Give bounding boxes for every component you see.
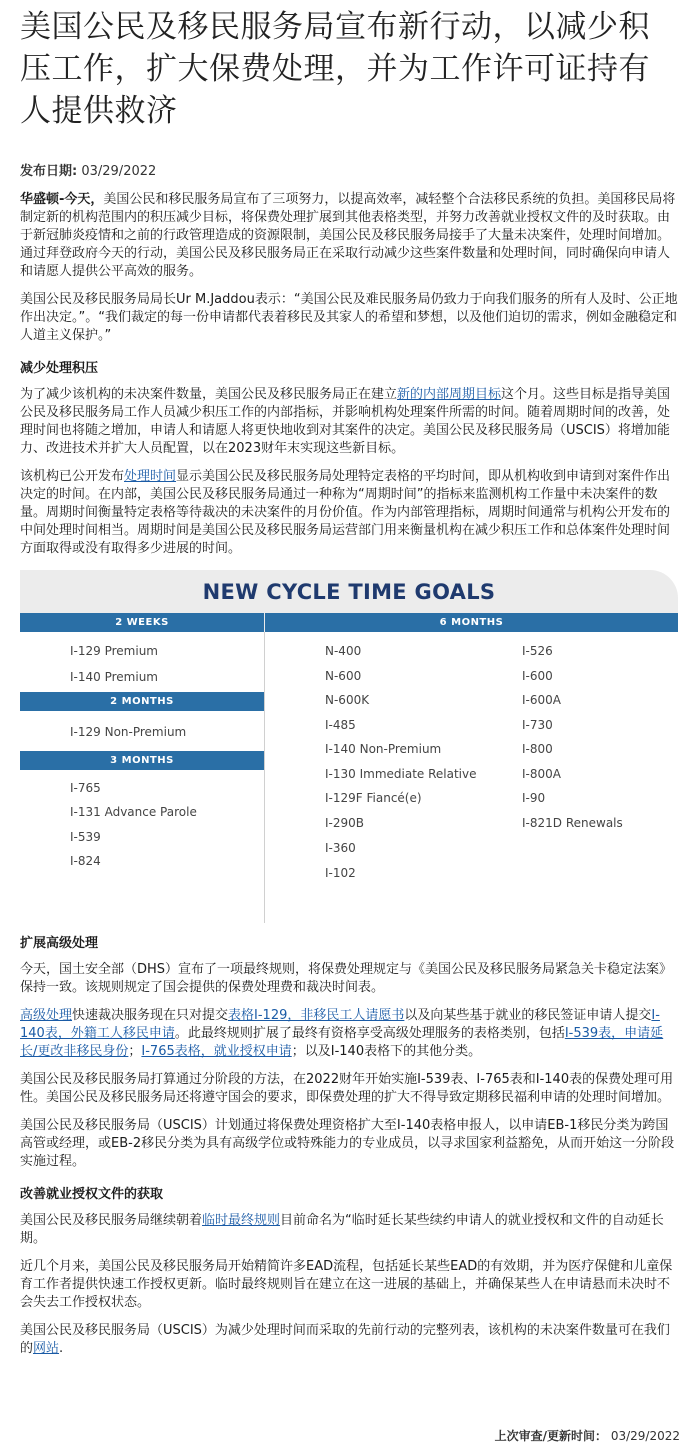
goal-item: I-360 — [325, 841, 356, 855]
text: 美国公民及移民服务局继续朝着 — [20, 1213, 203, 1228]
publish-date-value: 03/29/2022 — [81, 164, 157, 179]
band-3-months: 3 MONTHS — [20, 751, 264, 770]
goal-item: N-600 — [325, 669, 362, 683]
goal-item: I-102 — [325, 866, 356, 880]
band-2-weeks: 2 WEEKS — [20, 613, 264, 632]
heading-reduce-backlog: 减少处理积压 — [20, 361, 99, 376]
goal-item: I-485 — [325, 718, 356, 732]
goal-item: I-600A — [522, 693, 561, 707]
last-reviewed-value: 03/29/2022 — [610, 1429, 680, 1443]
band-2-months: 2 MONTHS — [20, 692, 264, 711]
goal-item: I-526 — [522, 644, 553, 658]
goal-item: N-600K — [325, 693, 370, 707]
goals-title: NEW CYCLE TIME GOALS — [202, 580, 496, 604]
text: 目前命名为“临时延长某些续约申请人的就业授权和文件的自动延长期。 — [20, 1213, 664, 1246]
goal-item: I-90 — [522, 791, 546, 805]
goal-item: N-400 — [325, 644, 362, 658]
link-form-i129[interactable]: 表格I-129，非移民工人请愿书 — [228, 1008, 405, 1023]
paragraph-interim-rule — [20, 1212, 680, 1248]
page-title: 美国公民及移民服务局宣布新行动，以减少积压工作，扩大保费处理，并为工作许可证持有人提供救济 — [20, 9, 650, 129]
text: 该机构已公开发布 — [20, 469, 125, 484]
text: 这个月。这些目标是指导美国公民及移民服务局工作人员减少积压工作的内部指标，并影响机构处理案件所需的时间。随着周期时间的改善，处理时间也将随之增加，申请人和请愿人将更快地收到对其案件的决定。美国公民及移民服务局（USCIS）将增加能力、改进技术并扩大人员配置，以在2023财年末实现这些新目标。 — [20, 387, 671, 456]
paragraph-cycle-goals — [20, 386, 680, 458]
text: ； — [128, 1044, 142, 1059]
goal-item: I-130 Immediate Relative — [325, 767, 477, 781]
text: ；以及I-140表格下的其他分类。 — [291, 1044, 482, 1059]
paragraph-quote: 美国公民及移民服务局局长Ur M.Jaddou表示：“美国公民及难民服务局仍致力于向我们服务的所有人及时、公正地作出决定。”。“我们裁定的每一份申请都代表着移民及其家人的希望和梦想，以及他们迫切的需求，例如金融稳定和人道主义保护。” — [20, 292, 678, 343]
paragraph-final-rule: 今天，国土安全部（DHS）宣布了一项最终规则，将保费处理规定与《美国公民及移民服务局紧急关卡稳定法案》保持一致。该规则规定了国会提供的保费处理费和裁决时间表。 — [20, 962, 673, 995]
text: 为了减少该机构的未决案件数量，美国公民及移民服务局正在建立 — [20, 387, 398, 402]
text: 快速裁决服务现在只对提交 — [72, 1008, 229, 1023]
intro-text: 美国公民和移民服务局宣布了三项努力，以提高效率，减轻整个合法移民系统的负担。美国移民局将制定新的机构范围内的积压减少目标，将保费处理扩展到其他表格类型，并努力改善就业授权文件的及时获取。由于新冠肺炎疫情和之前的行政管理造成的资源限制，美国公民及移民服务局接手了大量未决案件，处理时间增加。通过拜登政府今天的行动，美国公民及移民服务局正在采取行动减少这些案件数量和处理时间，同时确保向申请人和请愿人提供公平高效的服务。 — [20, 192, 676, 279]
cycle-time-goals-graphic — [20, 570, 678, 923]
text: 。此最终规则扩展了最终有资格享受高级处理服务的表格类别，包括 — [174, 1026, 565, 1041]
goal-item: I-290B — [325, 816, 365, 830]
goal-item: I-821D Renewals — [522, 816, 623, 830]
link-form-i140[interactable]: I-140表，外籍工人移民申请 — [20, 1008, 660, 1041]
text: 美国公民及移民服务局（USCIS）为减少处理时间而采取的先前行动的完整列表，该机构的未决案件数量可在我们的 — [20, 1323, 670, 1356]
band-6-months: 6 MONTHS — [265, 613, 678, 632]
goal-item: I-800A — [522, 767, 561, 781]
goal-item: I-140 Non-Premium — [325, 742, 442, 756]
paragraph-processing-times — [20, 468, 680, 558]
goal-item: I-129 Non-Premium — [70, 725, 187, 739]
goal-item: I-140 Premium — [70, 670, 158, 684]
paragraph-ead-streamlining: 近几个月来，美国公民及移民服务局开始精简许多EAD流程，包括延长某些EAD的有效期，并为医疗保健和儿童保育工作者提供快速工作授权更新。临时最终规则旨在建立在这一进展的基础上，并确保某些人在申请悬而未决时不会失去工作授权状态。 — [20, 1259, 673, 1310]
goal-item: I-600 — [522, 669, 553, 683]
goal-item: I-765 — [70, 781, 101, 795]
heading-expand-premium: 扩展高级处理 — [20, 936, 99, 951]
link-internal-cycle-goals[interactable]: 新的内部周期目标 — [397, 387, 502, 402]
paragraph-premium-forms — [20, 1007, 680, 1061]
goal-item: I-800 — [522, 742, 553, 756]
goal-item: I-824 — [70, 854, 101, 868]
paragraph-website — [20, 1322, 680, 1358]
article-continued — [20, 932, 680, 1358]
goal-item: I-539 — [70, 830, 101, 844]
link-form-i765[interactable]: I-765表格，就业授权申请 — [141, 1044, 292, 1059]
paragraph-eb-classification: 美国公民及移民服务局（USCIS）计划通过将保费处理资格扩大至I-140表格申报人，以申请EB-1移民分类为跨国高管或经理，或EB-2移民分类为具有高级学位或特殊能力的专业成员，以寻求国家利益豁免，从而开始这一分阶段实施过程。 — [20, 1118, 675, 1169]
paragraph-intro — [20, 191, 680, 281]
publish-date-label: 发布日期: — [20, 164, 78, 179]
link-form-i539[interactable]: I-539表，申请延长/更改非移民身份 — [20, 1026, 664, 1059]
paragraph-phased-approach: 美国公民及移民服务局打算通过分阶段的方法，在2022财年开始实施I-539表、I-765表和I-140表的保费处理可用性。美国公民及移民服务局还将遵守国会的要求，即保费处理的扩大不得导致定期移民福利申请的处理时间增加。 — [20, 1072, 674, 1105]
text: 显示美国公民及移民服务局处理特定表格的平均时间，即从机构收到申请到对案件作出决定的时间。在内部，美国公民及移民服务局通过一种称为“周期时间”的指标来监测机构工作量中未决案件的数量。周期时间衡量特定表格等待裁决的未决案件的月份价值。作为内部管理指标，周期时间通常与机构公开发布的中间处理时间相当。周期时间是美国公民及移民服务局运营部门用来衡量机构在减少积压工作和总体案件处理时间方面取得或没有取得多少进展的时间。 — [20, 469, 671, 556]
text: 以及向某些基于就业的移民签证申请人提交 — [404, 1008, 652, 1023]
link-premium-processing[interactable]: 高级处理 — [20, 1008, 73, 1023]
publish-date — [20, 160, 680, 179]
goal-item: I-129F Fiancé(e) — [325, 791, 422, 805]
link-processing-times[interactable]: 处理时间 — [124, 469, 177, 484]
intro-dateline: 华盛顿-今天， — [20, 192, 104, 207]
last-reviewed-label: 上次审查/更新时间： — [494, 1429, 607, 1443]
link-interim-final-rule[interactable]: 临时最终规则 — [202, 1213, 281, 1228]
last-reviewed — [495, 1427, 680, 1444]
goal-item: I-129 Premium — [70, 644, 158, 658]
goals-divider — [264, 632, 265, 923]
heading-improve-ead: 改善就业授权文件的获取 — [20, 1187, 164, 1202]
goal-item: I-131 Advance Parole — [70, 805, 197, 819]
text: . — [59, 1341, 64, 1356]
goal-item: I-730 — [522, 718, 553, 732]
link-website[interactable]: 网站 — [33, 1341, 60, 1356]
article — [20, 6, 680, 558]
